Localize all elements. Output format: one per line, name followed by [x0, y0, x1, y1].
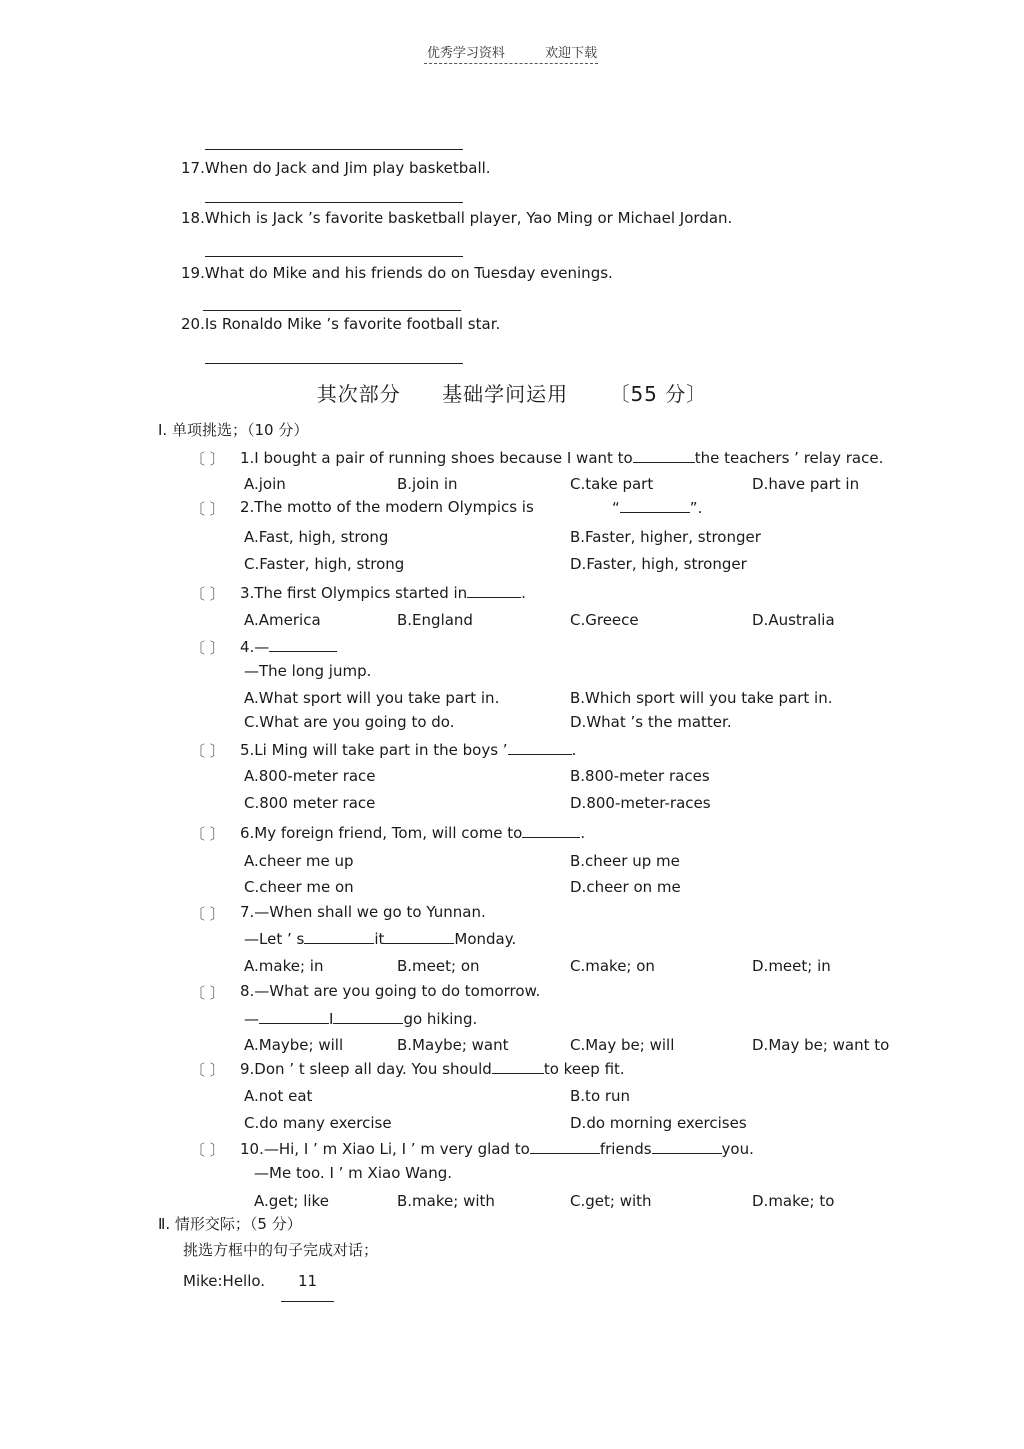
answer-bracket[interactable]: 〔 〕	[190, 450, 225, 468]
question-stem	[240, 1059, 625, 1078]
blank[interactable]	[269, 637, 337, 652]
blank[interactable]	[530, 1139, 600, 1154]
dialog-line: Mike:Hello.	[183, 1272, 266, 1290]
stem-text: to keep fit.	[543, 1060, 625, 1078]
option-d[interactable]: D.cheer on me	[570, 878, 681, 896]
stem-text: 6.My foreign friend, Tom, will come to	[240, 824, 523, 842]
option-a[interactable]: A.not eat	[244, 1087, 313, 1105]
part-title-b: 基础学问运用	[442, 382, 569, 406]
dialog-number: 11	[298, 1272, 318, 1290]
line-text: —Let ’ s	[244, 930, 305, 948]
option-c[interactable]: C.May be; will	[570, 1036, 675, 1054]
option-c[interactable]: C.Faster, high, strong	[244, 555, 405, 573]
header-left: 优秀学习资料	[426, 46, 505, 61]
question-stem	[240, 823, 585, 842]
answer-bracket[interactable]: 〔 〕	[190, 585, 225, 603]
answer-bracket[interactable]: 〔 〕	[190, 984, 225, 1002]
option-b[interactable]: B.to run	[570, 1087, 631, 1105]
option-b[interactable]: B.Which sport will you take part in.	[570, 689, 833, 707]
question-line-2: —The long jump.	[244, 662, 372, 680]
stem-text: you.	[721, 1140, 754, 1158]
question-stem	[240, 448, 883, 467]
line-text: go hiking.	[403, 1010, 478, 1028]
answer-line[interactable]	[205, 202, 463, 203]
part-title	[0, 378, 1024, 407]
stem-text: friends	[599, 1140, 652, 1158]
option-a[interactable]: A.get; like	[254, 1192, 329, 1210]
answer-line[interactable]	[205, 363, 463, 364]
option-b[interactable]: B.Faster, higher, stronger	[570, 528, 761, 546]
question-line-2	[244, 929, 516, 948]
question-stem: 7.—When shall we go to Yunnan.	[240, 903, 486, 921]
line-text: it	[374, 930, 385, 948]
stem-text: 10.—Hi, I ’ m Xiao Li, I ’ m very glad to	[240, 1140, 530, 1158]
stem-text: 5.Li Ming will take part in the boys ’	[240, 741, 508, 759]
stem-text: ”.	[689, 499, 703, 517]
option-b[interactable]: B.Maybe; want	[397, 1036, 509, 1054]
answer-bracket[interactable]: 〔 〕	[190, 500, 225, 518]
option-c[interactable]: C.get; with	[570, 1192, 652, 1210]
answer-line[interactable]	[205, 256, 463, 257]
question-19: 19.What do Mike and his friends do on Tuesday evenings.	[181, 264, 613, 282]
blank[interactable]	[467, 583, 521, 598]
page-header	[0, 42, 1024, 61]
answer-line[interactable]	[205, 149, 463, 150]
line-text: —	[244, 1010, 259, 1028]
option-d[interactable]: D.Australia	[752, 611, 835, 629]
blank[interactable]	[652, 1139, 722, 1154]
question-stem	[240, 637, 337, 656]
option-a[interactable]: A.join	[244, 475, 286, 493]
question-stem	[240, 740, 576, 759]
stem-text: .	[580, 824, 586, 842]
answer-bracket[interactable]: 〔 〕	[190, 1061, 225, 1079]
option-b[interactable]: B.make; with	[397, 1192, 495, 1210]
blank[interactable]	[633, 448, 695, 463]
blank[interactable]	[492, 1059, 544, 1074]
option-b[interactable]: B.800-meter races	[570, 767, 710, 785]
option-c[interactable]: C.800 meter race	[244, 794, 376, 812]
stem-text: the teachers ’ relay race.	[694, 449, 884, 467]
part-title-c: 〔55 分〕	[609, 382, 708, 406]
option-d[interactable]: D.Faster, high, stronger	[570, 555, 747, 573]
question-stem-end	[612, 498, 702, 517]
stem-text: .	[521, 584, 526, 602]
option-d[interactable]: D.May be; want to	[752, 1036, 890, 1054]
blank[interactable]	[333, 1009, 403, 1024]
stem-text: 9.Don ’ t sleep all day. You should	[240, 1060, 492, 1078]
option-a[interactable]: A.make; in	[244, 957, 324, 975]
blank[interactable]	[304, 929, 374, 944]
option-a[interactable]: A.Maybe; will	[244, 1036, 344, 1054]
line-text: I	[329, 1010, 334, 1028]
option-d[interactable]: D.have part in	[752, 475, 860, 493]
dialog-blank[interactable]	[281, 1301, 334, 1302]
option-b[interactable]: B.join in	[397, 475, 458, 493]
answer-bracket[interactable]: 〔 〕	[190, 639, 225, 657]
option-a[interactable]: A.800-meter race	[244, 767, 376, 785]
answer-bracket[interactable]: 〔 〕	[190, 742, 225, 760]
stem-text: “	[612, 499, 620, 517]
header-rule	[424, 63, 598, 64]
answer-bracket[interactable]: 〔 〕	[190, 905, 225, 923]
question-18: 18.Which is Jack ’s favorite basketball player, Yao Ming or Michael Jordan.	[181, 209, 733, 227]
part-title-a: 其次部分	[316, 382, 401, 406]
question-20: 20.Is Ronaldo Mike ’s favorite football star.	[181, 315, 501, 333]
option-b[interactable]: B.meet; on	[397, 957, 480, 975]
blank[interactable]	[508, 740, 572, 755]
option-d[interactable]: D.What ’s the matter.	[570, 713, 732, 731]
stem-text: .	[571, 741, 577, 759]
line-text: Monday.	[454, 930, 517, 948]
blank[interactable]	[384, 929, 454, 944]
option-a[interactable]: A.Fast, high, strong	[244, 528, 389, 546]
answer-line[interactable]	[203, 310, 461, 311]
question-line-2	[244, 1009, 477, 1028]
option-c[interactable]: C.cheer me on	[244, 878, 354, 896]
option-b[interactable]: B.cheer up me	[570, 852, 680, 870]
stem-text: 3.The first Olympics started in	[240, 584, 468, 602]
option-c[interactable]: C.take part	[570, 475, 654, 493]
option-d[interactable]: D.do morning exercises	[570, 1114, 747, 1132]
answer-bracket[interactable]: 〔 〕	[190, 1141, 225, 1159]
option-a[interactable]: A.What sport will you take part in.	[244, 689, 500, 707]
section-2-instruction: 挑选方框中的句子完成对话；	[183, 1241, 379, 1259]
answer-bracket[interactable]: 〔 〕	[190, 825, 225, 843]
option-c[interactable]: C.do many exercise	[244, 1114, 392, 1132]
section-1-heading: Ⅰ. 单项挑选；（10 分）	[158, 421, 309, 439]
option-b[interactable]: B.England	[397, 611, 473, 629]
option-d[interactable]: D.800-meter-races	[570, 794, 711, 812]
option-d[interactable]: D.meet; in	[752, 957, 831, 975]
blank[interactable]	[522, 823, 580, 838]
option-a[interactable]: A.America	[244, 611, 321, 629]
stem-text: 4.—	[240, 638, 270, 656]
section-2-heading: Ⅱ. 情形交际；（5 分）	[158, 1215, 302, 1233]
option-c[interactable]: C.make; on	[570, 957, 655, 975]
question-stem: 8.—What are you going to do tomorrow.	[240, 982, 541, 1000]
question-stem: 2.The motto of the modern Olympics is	[240, 498, 534, 516]
question-stem	[240, 1139, 754, 1158]
question-line-2: —Me too. I ’ m Xiao Wang.	[254, 1164, 452, 1182]
option-d[interactable]: D.make; to	[752, 1192, 835, 1210]
stem-text: 1.I bought a pair of running shoes because I want to	[240, 449, 633, 467]
header-right: 欢迎下载	[545, 46, 598, 61]
question-stem	[240, 583, 526, 602]
option-c[interactable]: C.What are you going to do.	[244, 713, 455, 731]
question-17: 17.When do Jack and Jim play basketball.	[181, 159, 491, 177]
blank[interactable]	[620, 498, 690, 513]
blank[interactable]	[259, 1009, 329, 1024]
option-a[interactable]: A.cheer me up	[244, 852, 354, 870]
option-c[interactable]: C.Greece	[570, 611, 639, 629]
